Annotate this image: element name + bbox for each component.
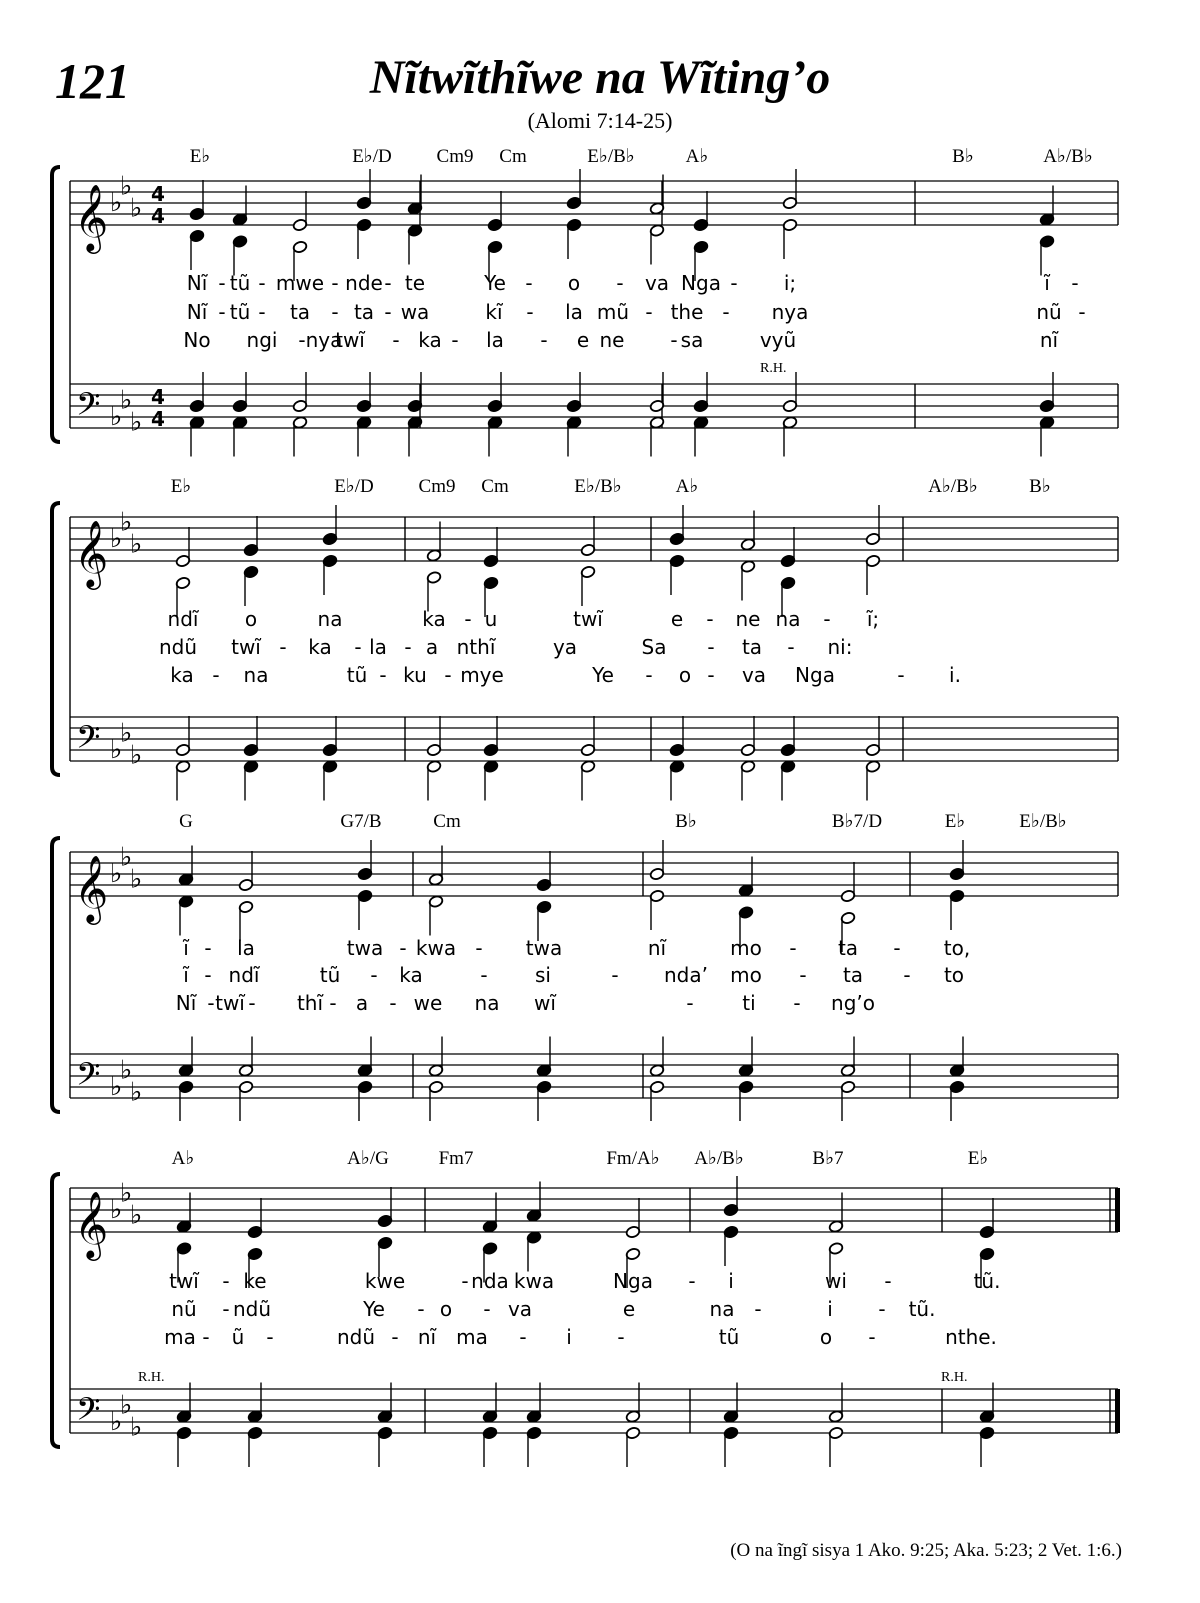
lyric-syllable: -	[754, 1297, 762, 1321]
lyric-syllable: Nga	[681, 271, 721, 295]
lyric-syllable: -	[266, 1325, 274, 1349]
flat-icon: ♭	[130, 740, 143, 771]
treble-clef-icon: 𝄞	[74, 854, 109, 922]
lyric-syllable: tũ	[319, 963, 341, 987]
time-signature-denominator: 4	[151, 407, 165, 431]
lyric-syllable: ma	[456, 1325, 488, 1349]
lyric-syllable: -	[893, 936, 901, 960]
flat-icon: ♭	[110, 402, 123, 432]
lyric-syllable: -	[451, 328, 459, 352]
time-signature-numerator: 4	[151, 385, 165, 409]
lyric-syllable: ka	[308, 635, 332, 659]
lyric-syllable: ĩ;	[866, 607, 880, 631]
lyric-syllable: nĩ	[417, 1325, 437, 1349]
lyric-syllable: i	[728, 1269, 734, 1293]
chord-symbol: B♭	[952, 146, 974, 167]
lyric-syllable: Ye	[484, 271, 506, 295]
lyric-syllable: ku	[403, 663, 427, 687]
lyric-syllable: -	[670, 328, 678, 352]
lyric-syllable: -	[389, 991, 397, 1015]
lyric-syllable: -	[329, 991, 337, 1015]
lyric-syllable: ĩ	[1044, 271, 1050, 295]
lyric-syllable: kwa	[415, 936, 457, 960]
lyric-syllable: nũ	[171, 1297, 197, 1321]
lyric-syllable: te	[404, 271, 426, 295]
lyric-syllable: Nĩ	[186, 271, 208, 295]
lyric-syllable: tũ.	[908, 1297, 936, 1321]
bass-clef-icon: 𝄢	[76, 719, 101, 763]
lyric-syllable: ke	[243, 1269, 267, 1293]
lyric-syllable: -	[540, 328, 548, 352]
flat-icon: ♭	[130, 407, 143, 438]
chord-symbol: A♭/B♭	[694, 1148, 744, 1169]
lyric-syllable: -	[461, 1269, 469, 1293]
lyric-syllable: nya	[771, 300, 809, 324]
lyric-syllable: mye	[460, 663, 504, 687]
lyric-syllable: ka	[399, 963, 423, 987]
lyric-syllable: ya	[552, 635, 578, 659]
system-bracket	[52, 503, 60, 775]
lyric-syllable: -	[218, 300, 226, 324]
lyric-syllable: -	[331, 300, 339, 324]
lyric-syllable: -	[884, 1269, 892, 1293]
lyric-syllable: nthe.	[945, 1325, 997, 1349]
lyric-syllable: twĩ	[169, 1269, 199, 1293]
lyric-syllable: mũ	[596, 300, 630, 324]
lyric-syllable: twĩ	[335, 328, 365, 352]
lyric-syllable: -	[616, 271, 624, 295]
flat-icon: ♭	[120, 385, 133, 416]
lyric-syllable: kwa	[513, 1269, 555, 1293]
lyric-syllable: mo	[730, 936, 762, 960]
lyric-syllable: kwe	[364, 1269, 406, 1293]
lyric-syllable: -	[1078, 300, 1086, 324]
bass-clef-icon: 𝄢	[76, 1056, 101, 1100]
chord-symbol: A♭	[171, 1148, 195, 1169]
chord-symbol: E♭/B♭	[587, 146, 635, 167]
treble-clef-icon: 𝄞	[74, 183, 109, 251]
lyric-syllable: e	[576, 328, 590, 352]
lyric-syllable: sa	[680, 328, 704, 352]
lyric-syllable: kĩ	[485, 300, 503, 324]
chord-symbol: A♭/B♭	[928, 476, 978, 497]
flat-icon: ♭	[110, 188, 123, 218]
lyric-syllable: Ye	[363, 1297, 385, 1321]
lyric-syllable: -	[392, 328, 400, 352]
lyric-syllable: ne	[735, 607, 761, 631]
chord-symbol: Cm9	[436, 146, 474, 167]
lyric-syllable: -	[730, 271, 738, 295]
right-hand-marking: R.H.	[760, 361, 787, 376]
lyric-syllable: ta	[837, 936, 859, 960]
chord-symbol: Fm/A♭	[606, 1148, 660, 1169]
lyric-syllable: -	[248, 991, 256, 1015]
lyric-syllable: i	[566, 1325, 572, 1349]
lyric-syllable: -	[611, 963, 619, 987]
chord-symbol: G7/B	[340, 811, 382, 832]
lyric-syllable: -	[519, 1325, 527, 1349]
lyric-syllable: -	[417, 1297, 425, 1321]
lyric-syllable: -	[903, 963, 911, 987]
lyric-syllable: ka	[422, 607, 446, 631]
lyric-syllable: nda	[471, 1269, 509, 1293]
chord-symbol: E♭/B♭	[574, 476, 622, 497]
lyric-syllable: -	[707, 635, 715, 659]
lyric-syllable: thĩ	[296, 991, 324, 1015]
lyric-syllable: tũ.	[973, 1269, 1001, 1293]
lyric-syllable: na	[317, 607, 343, 631]
lyric-syllable: nthĩ	[456, 635, 496, 659]
chord-symbol: B♭	[1029, 476, 1051, 497]
lyric-syllable: -	[645, 663, 653, 687]
lyric-syllable: we	[413, 991, 443, 1015]
lyric-syllable: ne	[599, 328, 625, 352]
lyric-syllable: -	[525, 271, 533, 295]
lyric-syllable: va	[741, 663, 767, 687]
chord-symbol: A♭	[675, 476, 699, 497]
chord-symbol: Fm7	[438, 1148, 474, 1169]
lyric-syllable: ĩ	[183, 963, 189, 987]
lyric-syllable: -	[688, 1269, 696, 1293]
lyric-syllable: mwe	[275, 271, 325, 295]
lyric-syllable: -	[878, 1297, 886, 1321]
lyric-syllable: nũ	[1036, 300, 1062, 324]
lyric-syllable: o	[244, 607, 258, 631]
lyric-syllable: ndũ	[232, 1297, 272, 1321]
lyric-syllable: -	[391, 1325, 399, 1349]
lyric-syllable: -	[384, 300, 392, 324]
lyric-syllable: -	[444, 663, 452, 687]
chord-symbol: E♭	[944, 811, 966, 832]
lyric-syllable: twĩ	[231, 635, 261, 659]
lyric-syllable: -	[617, 1325, 625, 1349]
lyric-syllable: -	[202, 1325, 210, 1349]
lyric-syllable: ka	[170, 663, 194, 687]
flat-icon: ♭	[120, 171, 133, 202]
lyric-syllable: Sa	[641, 635, 667, 659]
chord-symbol: E♭/D	[352, 146, 392, 167]
treble-clef-icon: 𝄞	[74, 1190, 109, 1258]
lyric-syllable: ta	[289, 300, 311, 324]
lyric-syllable: wĩ	[534, 991, 556, 1015]
chord-symbol: G	[179, 811, 193, 832]
flat-icon: ♭	[130, 864, 143, 895]
lyric-syllable: -	[475, 936, 483, 960]
lyric-syllable: nya	[305, 328, 343, 352]
flat-icon: ♭	[110, 524, 123, 554]
lyric-syllable: ndũ	[336, 1325, 376, 1349]
chord-symbol: A♭	[685, 146, 709, 167]
chord-symbol: E♭/B♭	[1019, 811, 1067, 832]
lyric-syllable: No	[183, 328, 211, 352]
lyric-syllable: -	[645, 300, 653, 324]
lyric-syllable: -	[868, 1325, 876, 1349]
lyric-syllable: a	[425, 635, 439, 659]
lyric-syllable: vyũ	[759, 328, 797, 352]
system-bracket	[52, 838, 60, 1112]
lyric-syllable: na	[775, 607, 801, 631]
flat-icon: ♭	[130, 193, 143, 224]
right-hand-marking: R.H.	[941, 1370, 968, 1385]
lyric-syllable: -	[279, 635, 287, 659]
hymn-number: 121	[55, 53, 130, 109]
lyric-syllable: -	[483, 1297, 491, 1321]
lyric-syllable: a	[355, 991, 369, 1015]
lyric-syllable: la	[486, 328, 504, 352]
lyric-syllable: ta	[353, 300, 375, 324]
lyric-syllable: ni:	[827, 635, 853, 659]
lyric-syllable: twĩ	[573, 607, 603, 631]
chord-symbol: B♭7	[812, 1148, 844, 1169]
lyric-syllable: -	[258, 271, 266, 295]
chord-symbol: A♭/B♭	[1043, 146, 1093, 167]
flat-icon: ♭	[130, 529, 143, 560]
lyric-syllable: -	[799, 963, 807, 987]
lyric-syllable: Nĩ	[186, 300, 208, 324]
lyric-syllable: -	[384, 271, 392, 295]
lyric-syllable: la	[565, 300, 583, 324]
chord-symbol: E♭	[189, 146, 211, 167]
chord-symbol: Cm	[433, 811, 461, 832]
lyric-syllable: wa	[400, 300, 430, 324]
lyric-syllable: ta	[842, 963, 864, 987]
lyric-syllable: ngi	[246, 328, 278, 352]
lyric-syllable: twĩ	[215, 991, 245, 1015]
lyric-syllable: the	[670, 300, 704, 324]
lyric-syllable: twa	[346, 936, 384, 960]
chord-symbol: E♭	[170, 476, 192, 497]
lyric-syllable: -	[789, 936, 797, 960]
lyric-syllable: -	[379, 663, 387, 687]
flat-icon: ♭	[130, 1200, 143, 1231]
lyric-syllable: mo	[730, 963, 762, 987]
hymn-title: Nĩtwĩthĩwe na Wĩting’o	[369, 51, 831, 104]
lyric-syllable: -	[207, 991, 215, 1015]
bass-clef-icon: 𝄢	[76, 386, 101, 430]
lyric-syllable: ta	[741, 635, 763, 659]
lyric-syllable: -	[354, 635, 362, 659]
lyric-syllable: twa	[525, 936, 563, 960]
lyric-syllable: si	[535, 963, 551, 987]
lyric-syllable: -	[706, 607, 714, 631]
lyric-syllable: -	[204, 936, 212, 960]
lyric-syllable: -	[370, 963, 378, 987]
lyric-syllable: nde	[345, 271, 383, 295]
lyric-syllable: tũ	[346, 663, 368, 687]
scripture-reference: (Alomi 7:14-25)	[527, 108, 673, 133]
lyric-syllable: o	[567, 271, 581, 295]
lyric-syllable: -	[399, 936, 407, 960]
chord-symbol: Cm9	[418, 476, 456, 497]
lyric-syllable: o	[819, 1325, 833, 1349]
lyric-syllable: -	[204, 963, 212, 987]
treble-clef-icon: 𝄞	[74, 519, 109, 587]
lyric-syllable: ka	[418, 328, 442, 352]
lyric-syllable: na	[709, 1297, 735, 1321]
flat-icon: ♭	[120, 507, 133, 538]
flat-icon: ♭	[110, 1407, 123, 1437]
lyric-syllable: -	[707, 663, 715, 687]
lyric-syllable: -	[222, 1297, 230, 1321]
lyric-syllable: va	[507, 1297, 533, 1321]
flat-icon: ♭	[110, 859, 123, 889]
lyric-syllable: -	[787, 635, 795, 659]
lyric-syllable: nĩ	[647, 936, 667, 960]
lyric-syllable: na	[243, 663, 269, 687]
lyric-syllable: o	[439, 1297, 453, 1321]
right-hand-marking: R.H.	[138, 1370, 165, 1385]
lyric-syllable: -	[686, 991, 694, 1015]
final-barline-thick	[1115, 1188, 1120, 1232]
lyric-syllable: -	[897, 663, 905, 687]
time-signature-numerator: 4	[151, 182, 165, 206]
lyric-syllable: nda’	[664, 963, 708, 987]
lyric-syllable: ndĩ	[228, 963, 260, 987]
lyric-syllable: Nĩ	[175, 991, 197, 1015]
lyric-syllable: ĩ	[183, 936, 189, 960]
lyric-syllable: -	[258, 300, 266, 324]
lyric-syllable: -	[793, 991, 801, 1015]
lyric-syllable: ndĩ	[167, 607, 199, 631]
lyric-syllable: ti	[742, 991, 756, 1015]
chord-symbol: B♭7/D	[831, 811, 883, 832]
lyric-syllable: tũ	[229, 271, 251, 295]
lyric-syllable: -	[212, 663, 220, 687]
lyric-syllable: u	[484, 607, 498, 631]
lyric-syllable: -	[218, 271, 226, 295]
chord-symbol: E♭	[967, 1148, 989, 1169]
lyric-syllable: tũ	[229, 300, 251, 324]
lyric-syllable: ũ	[231, 1325, 245, 1349]
lyric-syllable: to	[943, 963, 965, 987]
chord-symbol: B♭	[675, 811, 697, 832]
lyric-syllable: va	[644, 271, 670, 295]
system-bracket	[52, 167, 60, 442]
flat-icon: ♭	[110, 1195, 123, 1225]
lyric-syllable: ma	[164, 1325, 196, 1349]
lyric-syllable: na	[474, 991, 500, 1015]
flat-icon: ♭	[120, 1055, 133, 1086]
chord-symbol: A♭/G	[347, 1148, 389, 1169]
flat-icon: ♭	[120, 842, 133, 873]
lyric-syllable: -	[526, 300, 534, 324]
lyric-syllable: nĩ	[1039, 328, 1059, 352]
lyric-syllable: wi	[825, 1269, 847, 1293]
footnote: (O na ĩngĩ sisya 1 Ako. 9:25; Aka. 5:23; 2 Vet. 1:6.)	[730, 1540, 1122, 1561]
lyric-syllable: i;	[783, 271, 797, 295]
lyric-syllable: Ye	[592, 663, 614, 687]
lyric-syllable: -	[222, 1269, 230, 1293]
flat-icon: ♭	[110, 735, 123, 765]
bass-clef-icon: 𝄢	[76, 1391, 101, 1435]
lyric-syllable: e	[670, 607, 684, 631]
lyric-syllable: Nga	[795, 663, 835, 687]
lyric-syllable: e	[622, 1297, 636, 1321]
lyric-syllable: i	[827, 1297, 833, 1321]
flat-icon: ♭	[110, 1072, 123, 1102]
lyric-syllable: to,	[943, 936, 971, 960]
lyric-syllable: Nga	[613, 1269, 653, 1293]
lyric-syllable: ng’o	[831, 991, 875, 1015]
lyric-syllable: -	[404, 635, 412, 659]
flat-icon: ♭	[130, 1077, 143, 1108]
final-barline-thick	[1115, 1389, 1120, 1433]
lyric-syllable: -	[722, 300, 730, 324]
system-bracket	[52, 1174, 60, 1447]
lyric-syllable: o	[678, 663, 692, 687]
chord-symbol: Cm	[499, 146, 527, 167]
chord-symbol: Cm	[481, 476, 509, 497]
flat-icon: ♭	[130, 1412, 143, 1443]
lyric-syllable: -	[1071, 271, 1079, 295]
time-signature-denominator: 4	[151, 204, 165, 228]
chord-symbol: E♭/D	[334, 476, 374, 497]
flat-icon: ♭	[120, 1390, 133, 1421]
lyric-syllable: la	[237, 936, 255, 960]
lyric-syllable: ndũ	[158, 635, 198, 659]
lyric-syllable: -	[480, 963, 488, 987]
lyric-syllable: i.	[949, 663, 961, 687]
lyric-syllable: la	[369, 635, 387, 659]
lyric-syllable: tũ	[718, 1325, 740, 1349]
lyric-syllable: -	[298, 328, 306, 352]
lyric-syllable: -	[464, 607, 472, 631]
lyric-syllable: -	[331, 271, 339, 295]
flat-icon: ♭	[120, 718, 133, 749]
flat-icon: ♭	[120, 1178, 133, 1209]
lyric-syllable: -	[823, 607, 831, 631]
